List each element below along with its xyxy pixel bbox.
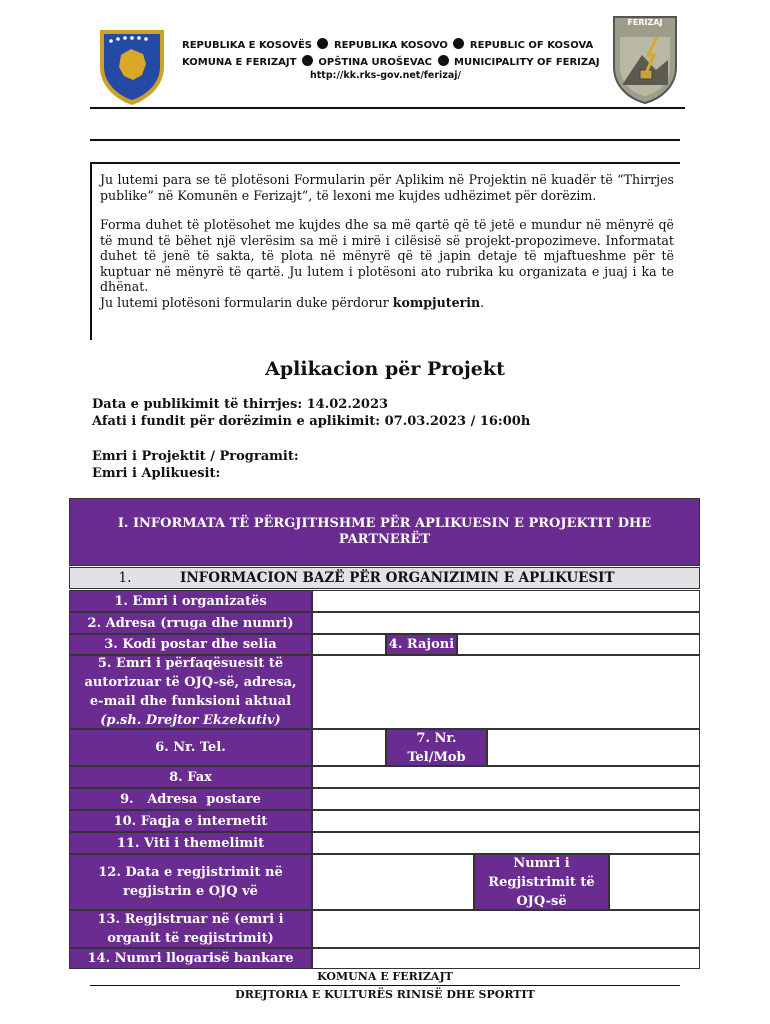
- instructions-emphasis: kompjuterin: [392, 294, 481, 310]
- founding-year-field[interactable]: [312, 832, 700, 854]
- representative-label: [69, 655, 312, 729]
- website-field[interactable]: [312, 810, 700, 832]
- mobile-label: 7. Nr. Tel/Mob: [386, 729, 487, 766]
- bullet-icon: [438, 55, 449, 66]
- header-republic-en: REPUBLIC OF KOSOVA: [469, 40, 594, 51]
- header-line-2: [182, 55, 600, 68]
- header-line-1: [182, 38, 593, 51]
- form-title: Aplikacion për Projekt: [265, 358, 505, 380]
- postal-address-field[interactable]: [312, 788, 700, 810]
- header-municipality-sr: OPŠTINA UROŠEVAC: [318, 57, 433, 68]
- bank-account-label: 14. Numri llogarisë bankare: [69, 948, 312, 969]
- header-rule-2: [90, 139, 680, 141]
- address-field[interactable]: [312, 612, 700, 634]
- registration-number-label: Numri i Regjistrimit të OJQ-së: [474, 854, 609, 910]
- website-label: 10. Faqja e internetit: [69, 810, 312, 832]
- bullet-icon: [302, 55, 313, 66]
- instructions-text: Ju lutemi plotësoni formularin duke përdorur: [100, 294, 393, 310]
- org-name-field[interactable]: [312, 590, 700, 612]
- representative-example: (p.sh. Drejtor Ekzekutiv): [100, 713, 281, 728]
- bank-account-field[interactable]: [312, 948, 700, 969]
- subsection-header: [69, 567, 700, 589]
- section-header: I. INFORMATA TË PËRGJITHSHME PËR APLIKUESIN E PROJEKTIT DHE PARTNERËT: [69, 498, 700, 566]
- postal-address-label: 9. Adresa postare: [69, 788, 312, 810]
- instructions-paragraph-1: Ju lutemi para se të plotësoni Formularin për Aplikim në Projektin në kuadër të “Thirrjes publike” në Komunën e Ferizajt”, të lexoni me kujdes udhëzimet për dorëzim.: [100, 172, 674, 203]
- header-republic-sr: REPUBLIKA KOSOVO: [333, 40, 448, 51]
- registered-at-field[interactable]: [312, 910, 700, 948]
- footer-municipality: KOMUNA E FERIZAJT: [317, 970, 453, 983]
- postal-code-label: 3. Kodi postar dhe selia: [69, 634, 312, 655]
- region-field[interactable]: [457, 634, 700, 655]
- representative-field[interactable]: [312, 655, 700, 729]
- registered-at-label: 13. Regjistruar në (emri i organit të regjistrimit): [69, 910, 312, 948]
- mobile-field[interactable]: [487, 729, 700, 766]
- registration-date-field[interactable]: [312, 854, 474, 910]
- bullet-icon: [453, 38, 464, 49]
- applicant-name-label: Emri i Aplikuesit:: [92, 466, 221, 481]
- subsection-title: INFORMACION BAZË PËR ORGANIZIMIN E APLIKUESIT: [180, 570, 615, 586]
- header-url: http://kk.rks-gov.net/ferizaj/: [310, 70, 461, 81]
- address-label: 2. Adresa (rruga dhe numri): [69, 612, 312, 634]
- header-municipality-en: MUNICIPALITY OF FERIZAJ: [454, 57, 600, 68]
- phone-label: 6. Nr. Tel.: [69, 729, 312, 766]
- subsection-number: 1.: [118, 570, 132, 586]
- header-rule: [90, 107, 685, 109]
- project-name-label: Emri i Projektit / Programit:: [92, 449, 299, 464]
- submission-deadline: Afati i fundit për dorëzimin e aplikimit: 07.03.2023 / 16:00h: [92, 414, 531, 429]
- footer-department: DREJTORIA E KULTURËS RINISË DHE SPORTIT: [235, 988, 535, 1001]
- header-republic-sq: REPUBLIKA E KOSOVËS: [182, 40, 312, 51]
- kosovo-coat-of-arms: [97, 27, 167, 107]
- instructions-paragraph-2: Forma duhet të plotësohet me kujdes dhe sa më qartë që të jetë e mundur në mënyrë që të mund të bëhet një vlerësim sa më i mirë i cilësisë së projekt-propozimeve. Informatat duhet të jenë të sakta, të plota në mënyrë që të japin detaje të mjaftueshme për të kuptuar në mënyrë të qartë. Ju lutem i plotësoni ato rubrika ku organizata e juaj i ka te dhënat.: [100, 217, 674, 294]
- publication-date: Data e publikimit të thirrjes: 14.02.2023: [92, 397, 389, 412]
- registration-date-label: 12. Data e regjistrimit në regjistrin e OJQ vë: [69, 854, 312, 910]
- instructions-paragraph-3: [92, 295, 680, 311]
- footer-rule: [90, 985, 680, 986]
- org-name-label: 1. Emri i organizatës: [69, 590, 312, 612]
- fax-field[interactable]: [312, 766, 700, 788]
- instructions-text-end: .: [480, 294, 485, 310]
- header-municipality-sq: KOMUNA E FERIZAJT: [182, 57, 297, 68]
- instructions-box: [90, 162, 680, 340]
- phone-field[interactable]: [312, 729, 386, 766]
- region-label: 4. Rajoni: [386, 634, 457, 655]
- fax-label: 8. Fax: [69, 766, 312, 788]
- ferizaj-municipal-emblem: [612, 15, 678, 105]
- representative-label-text: 5. Emri i përfaqësuesit të autorizuar të OJQ-së, adresa, e-mail dhe funksioni aktual: [84, 656, 297, 709]
- registration-number-field[interactable]: [609, 854, 700, 910]
- bullet-icon: [317, 38, 328, 49]
- ferizaj-emblem-label: FERIZAJ: [627, 18, 663, 27]
- founding-year-label: 11. Viti i themelimit: [69, 832, 312, 854]
- postal-code-field[interactable]: [312, 634, 386, 655]
